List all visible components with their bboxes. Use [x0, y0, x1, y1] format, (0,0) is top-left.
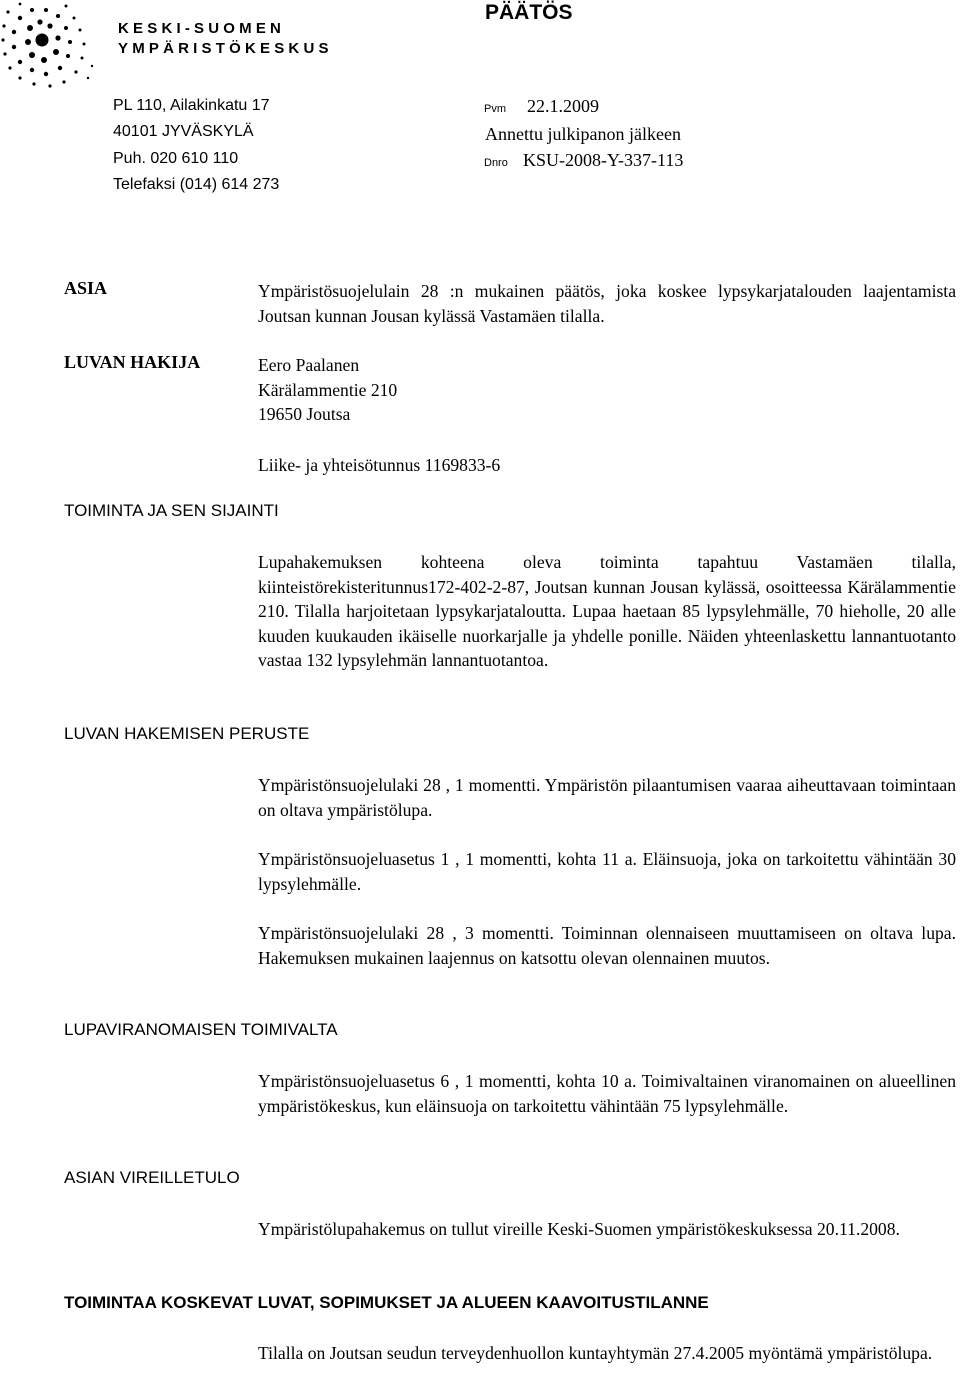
issued-note: Annettu julkipanon jälkeen: [485, 124, 681, 144]
applicant-name: Eero Paalanen: [258, 355, 360, 375]
dnro-value: KSU-2008-Y-337-113: [523, 150, 684, 170]
address-line: PL 110, Ailakinkatu 17: [113, 97, 270, 114]
toimivalta-text: Ympäristönsuojeluasetus 6 , 1 momentti, kohta 10 a. Toimivaltainen viranomainen on alueellinen ympäristökeskus, kun eläinsuoja on tarkoitettu vähintään 75 lypsylehmälle.: [258, 1071, 956, 1116]
pvm-value: 22.1.2009: [527, 96, 599, 116]
vireilletulo-text: Ympäristölupahakemus on tullut vireille Keski-Suomen ympäristökeskuksessa 20.11.2008.: [258, 1219, 900, 1239]
section-label-toimivalta: LUPAVIRANOMAISEN TOIMIVALTA: [64, 1020, 338, 1039]
address-line: Telefaksi (014) 614 273: [113, 176, 280, 193]
applicant-city: 19650 Joutsa: [258, 404, 351, 424]
org-name-line2: YMPÄRISTÖKESKUS: [118, 40, 333, 57]
address-line: Puh. 020 610 110: [113, 150, 239, 167]
pvm-label: Pvm: [484, 103, 506, 115]
document-type: PÄÄTÖS: [485, 1, 573, 24]
section-label-peruste: LUVAN HAKEMISEN PERUSTE: [64, 724, 310, 743]
asia-text: Ympäristösuojelulain 28 :n mukainen päätös, joka koskee lypsykarjatalouden laajentamista Joutsan kunnan Jousan kylässä Vastamäen tilalla.: [258, 281, 956, 326]
peruste-paragraph: Ympäristönsuojeluasetus 1 , 1 momentti, kohta 11 a. Eläinsuoja, joka on tarkoitettu vähintään 30 lypsylehmälle.: [258, 849, 956, 894]
peruste-paragraph: Ympäristönsuojelulaki 28 , 3 momentti. Toiminnan olennaiseen muuttamiseen on oltava lupa. Hakemuksen mukainen laajennus on katsottu olevan olennainen muutos.: [258, 923, 956, 968]
dnro-label: Dnro: [484, 157, 508, 169]
section-label-toiminta: TOIMINTA JA SEN SIJAINTI: [64, 501, 279, 520]
applicant-street: Kärälammentie 210: [258, 380, 398, 400]
section-label-vireilletulo: ASIAN VIREILLETULO: [64, 1168, 240, 1187]
toiminta-text: Lupahakemuksen kohteena oleva toiminta tapahtuu Vastamäen tilalla, kiinteistörekisteritunnus172-402-2-87, Joutsan kunnan Jousan kylässä, osoitteessa Kärälammentie 210. Tilalla harjoitetaan lypsykarjataloutta. Lupaa haetaan 85 lypsylehmälle, 70 hieholle, 20 alle kuuden kuukauden ikäiselle nuorkarjalle ja yhdelle ponille. Näiden yhteenlaskettu lannantuotanto vastaa 132 lypsylehmän lannantuotantoa.: [258, 552, 956, 670]
business-id: Liike- ja yhteisötunnus 1169833-6: [258, 455, 501, 475]
address-line: 40101 JYVÄSKYLÄ: [113, 123, 254, 140]
luvat-text: Tilalla on Joutsan seudun terveydenhuollon kuntayhtymän 27.4.2005 myöntämä ympäristölupa.: [258, 1343, 933, 1363]
section-label-asia: ASIA: [64, 278, 108, 298]
section-label-luvat: TOIMINTAA KOSKEVAT LUVAT, SOPIMUKSET JA ALUEEN KAAVOITUSTILANNE: [64, 1293, 709, 1312]
peruste-paragraph: Ympäristönsuojelulaki 28 , 1 momentti. Ympäristön pilaantumisen vaaraa aiheuttavaan toimintaan on oltava ympäristölupa.: [258, 775, 956, 820]
section-label-hakija: LUVAN HAKIJA: [64, 352, 201, 372]
org-name-line1: KESKI-SUOMEN: [118, 20, 286, 37]
